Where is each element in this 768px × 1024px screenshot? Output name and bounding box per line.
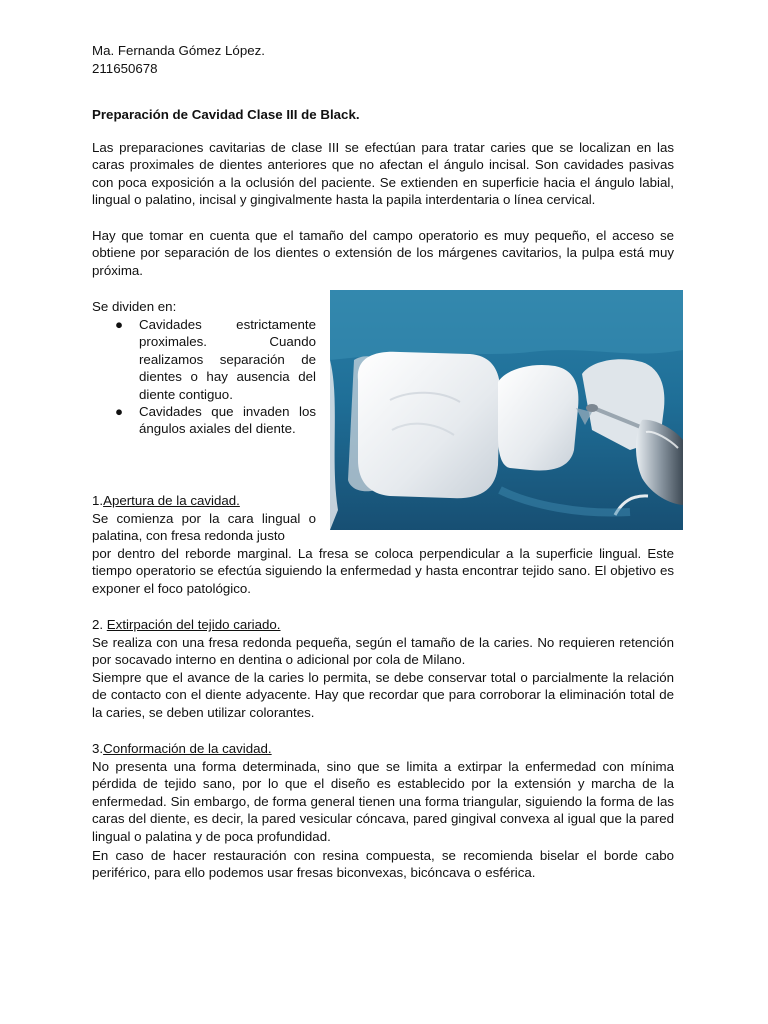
student-id: 211650678 xyxy=(92,61,158,76)
bullet-icon: ● xyxy=(115,404,124,420)
section-1-number: 1. xyxy=(92,493,104,508)
divisions-list xyxy=(92,316,316,438)
section-2-paragraph-1: Se realiza con una fresa redonda pequeña, según el tamaño de la caries. No requieren retención por socavado interno en dentina o adicional por cola de Milano. xyxy=(92,635,674,668)
section-1-title: Apertura de la cavidad. xyxy=(103,493,240,508)
section-1-text-narrow: Se comienza por la cara lingual o palatina, con fresa redonda justo xyxy=(92,511,316,544)
intro-paragraph-1: Las preparaciones cavitarias de clase III se efectúan para tratar caries que se localizan en las caras proximales de dientes anteriores que no afectan el ángulo incisal. Son cavidades pasivas con poca exposición a la oclusión del paciente. Se extienden en superficie hacia el ángulo labial, lingual o palatino, incisal y gingivalmente hasta la papila interdentaria o línea cervical. xyxy=(92,140,674,208)
list-item-text: Cavidades estrictamente proximales. Cuando realizamos separación de dientes o hay ausencia del diente contiguo. xyxy=(139,317,316,402)
list-item xyxy=(92,316,316,403)
divisions-lead: Se dividen en: xyxy=(92,299,177,314)
section-2-title: Extirpación del tejido cariado. xyxy=(106,617,281,632)
section-2-heading xyxy=(92,616,674,633)
section-1-text: por dentro del reborde marginal. La fresa se coloca perpendicular a la superficie lingual. Este tiempo operatorio se efectúa siguiendo la enfermedad y hasta encontrar tejido sano. El objetivo es exponer el foco patológico. xyxy=(92,546,674,596)
list-item xyxy=(92,403,316,438)
section-1-heading xyxy=(92,492,674,509)
author-name: Ma. Fernanda Gómez López. xyxy=(92,43,265,58)
section-3-number: 3. xyxy=(92,741,104,756)
section-3-heading xyxy=(92,740,674,757)
section-3-paragraph-2: En caso de hacer restauración con resina compuesta, se recomienda biselar el borde cabo periférico, para ello podemos usar fresas biconvexas, bicóncava o esférica. xyxy=(92,848,674,881)
list-item-text: Cavidades que invaden los ángulos axiales del diente. xyxy=(139,404,316,437)
section-3-title: Conformación de la cavidad. xyxy=(103,741,272,756)
section-2-paragraph-2: Siempre que el avance de la caries lo permita, se debe conservar total o parcialmente la relación de contacto con el diente adyacente. Hay que recordar que para corroborar la eliminación total de la caries, se deben utilizar colorantes. xyxy=(92,670,674,720)
bullet-icon: ● xyxy=(115,317,124,332)
intro-paragraph-2: Hay que tomar en cuenta que el tamaño del campo operatorio es muy pequeño, el acceso se obtiene por separación de los dientes o extensión de los márgenes cavitarios, la pulpa está muy próxima. xyxy=(92,228,674,278)
section-3-paragraph-1: No presenta una forma determinada, sino que se limita a extirpar la enfermedad con mínima pérdida de tejido sano, por lo que el diseño es establecido por la extensión y marcha de la enfermedad. Sin embargo, de forma general tienen una forma triangular, siguiendo la forma de las caras del diente, es decir, la pared vesicular cóncava, pared gingival convexa al igual que la pared lingual o palatina y de poca profundidad. xyxy=(92,759,674,844)
section-2-number: 2. xyxy=(92,617,107,632)
document-title: Preparación de Cavidad Clase III de Black. xyxy=(92,107,360,122)
